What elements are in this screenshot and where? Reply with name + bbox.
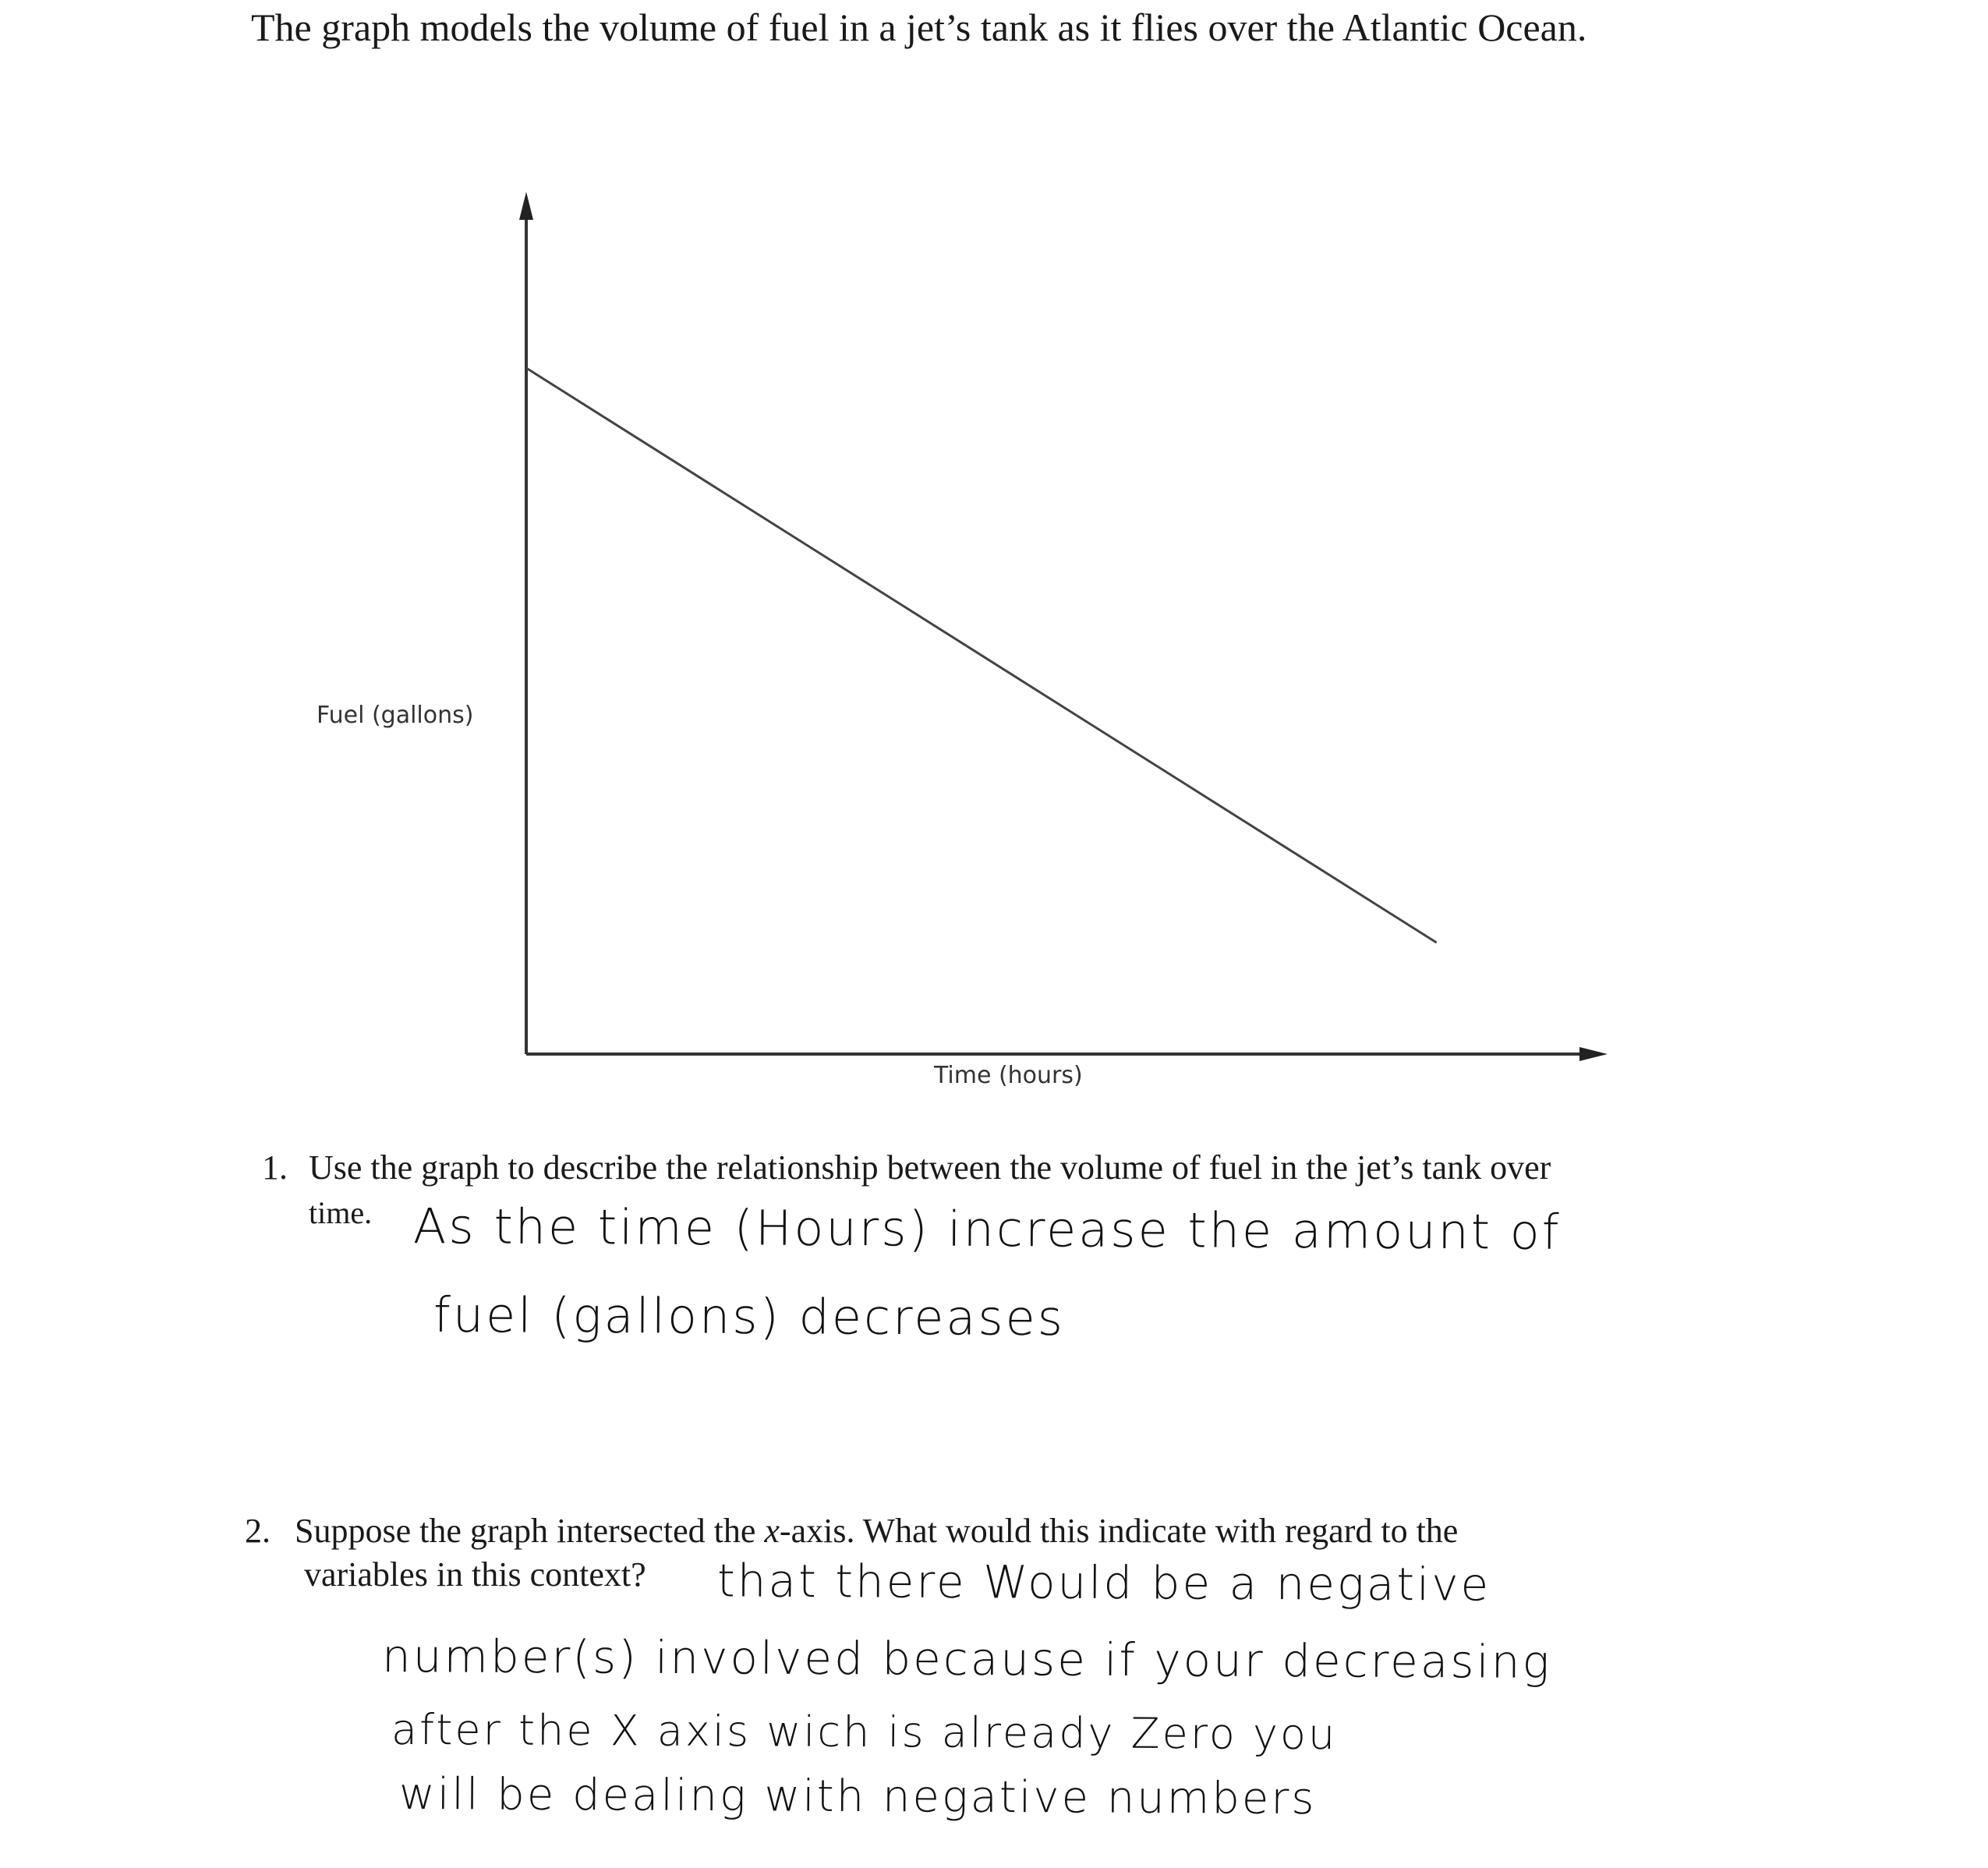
fuel-line-series-0 xyxy=(526,368,1437,943)
x-axis-arrow xyxy=(1579,1047,1608,1061)
answer-1-line1: As the time (Hours) increase the amount of xyxy=(412,1198,1562,1261)
question-1-number: 1. xyxy=(262,1148,288,1187)
x-axis-label: Time (hours) xyxy=(934,1062,1083,1089)
answer-2-line4: will be dealing with negative numbers xyxy=(398,1768,1317,1825)
question-2-line1: Suppose the graph intersected the x-axis. What would this indicate with regard to the xyxy=(295,1512,1459,1550)
chart-axes xyxy=(519,192,1608,1061)
question-2-line2: variables in this context? xyxy=(304,1555,646,1594)
answer-2-line1: that there Would be a negative xyxy=(716,1554,1491,1612)
worksheet-intro: The graph models the volume of fuel in a jet’s tank as it flies over the Atlantic Ocean. xyxy=(251,5,1587,49)
answer-2-line2: number(s) involved because if your decreasing xyxy=(381,1629,1552,1689)
question-1-line1: Use the graph to describe the relationship between the volume of fuel in the jet’s tank over xyxy=(309,1148,1551,1187)
answer-2-line3: after the X axis wich is already Zero you xyxy=(391,1704,1338,1760)
y-axis-arrow xyxy=(519,192,533,220)
question-1-line2: time. xyxy=(309,1195,373,1230)
chart-series xyxy=(526,368,1437,943)
question-2-number: 2. xyxy=(245,1512,271,1550)
answer-1-line2: fuel (gallons) decreases xyxy=(433,1286,1066,1347)
y-axis-label: Fuel (gallons) xyxy=(317,702,474,729)
